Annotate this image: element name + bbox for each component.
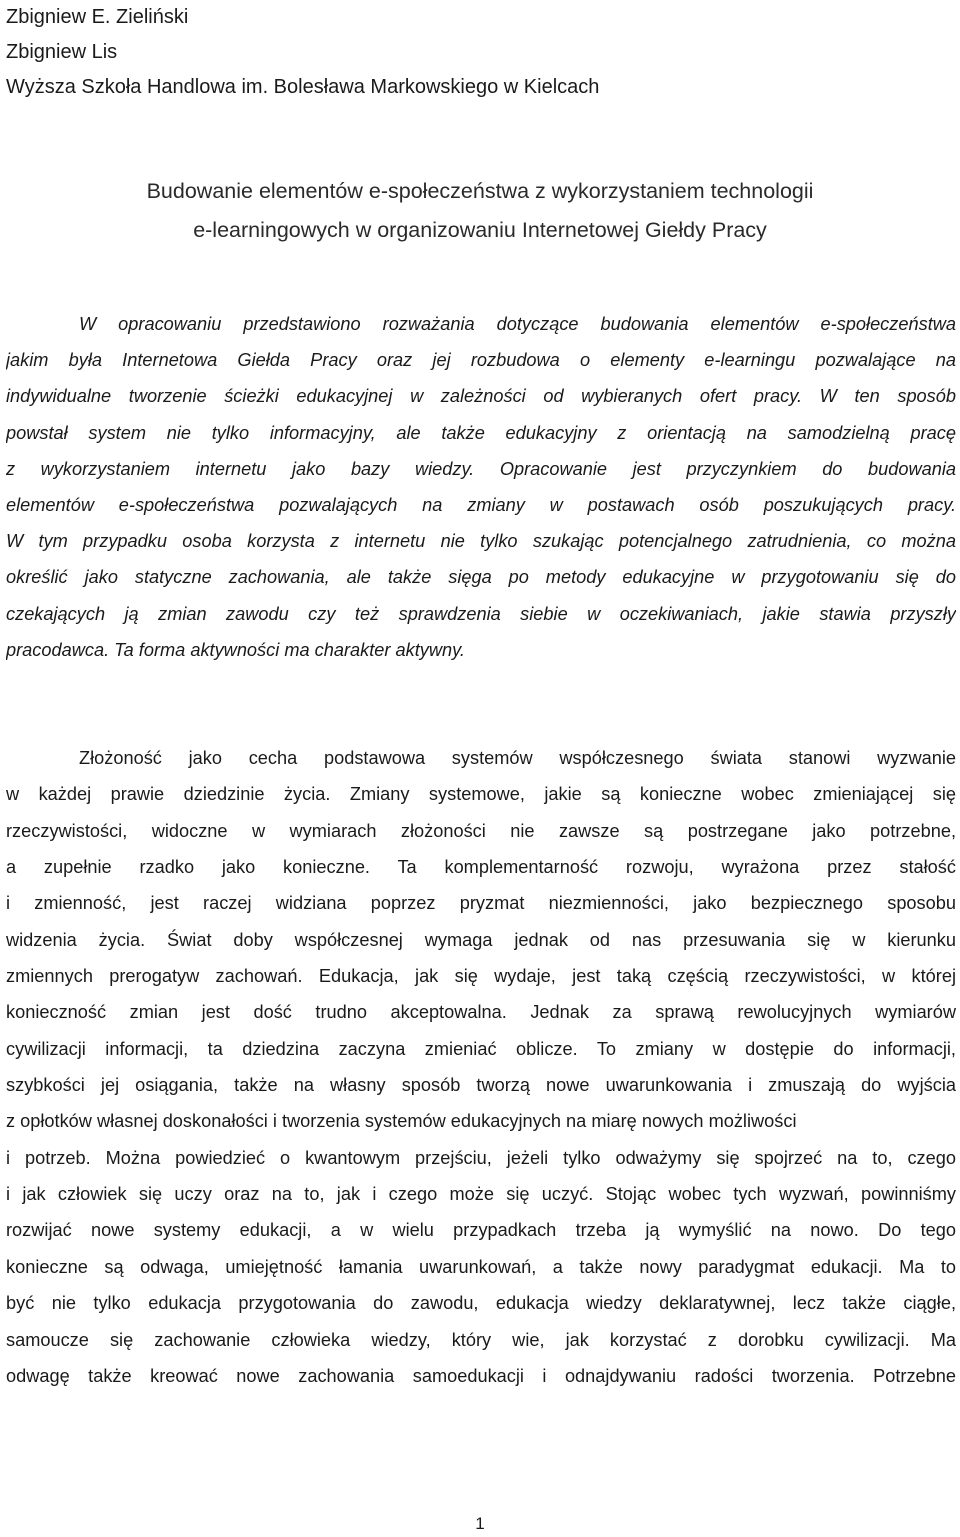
abstract-line: jakim była Internetowa Giełda Pracy oraz jej rozbudowa o elementy e-learningu pozwalające na bbox=[6, 350, 956, 371]
abstract-line: określić jako statyczne zachowania, ale także sięga po metody edukacyjne w przygotowaniu się do bbox=[6, 567, 956, 588]
abstract-line: czekających ją zmian zawodu czy też sprawdzenia siebie w oczekiwaniach, jakie stawia przyszły bbox=[6, 603, 956, 624]
body-text bbox=[6, 740, 956, 1394]
abstract-line: pracodawca. Ta forma aktywności ma charakter aktywny. bbox=[6, 639, 465, 660]
body-line: i jak człowiek się uczy oraz na to, jak i czego może się uczyć. Stojąc wobec tych wyzwań, powinniśmy bbox=[6, 1184, 956, 1205]
abstract bbox=[6, 306, 956, 668]
abstract-line: indywidualne tworzenie ścieżki edukacyjnej w zależności od wybieranych ofert pracy. W ten sposób bbox=[6, 386, 956, 407]
body-line: Złożoność jako cecha podstawowa systemów współczesnego świata stanowi wyzwanie bbox=[79, 748, 956, 768]
body-line: i potrzeb. Można powiedzieć o kwantowym przejściu, jeżeli tylko odważymy się spojrzeć na to, czego bbox=[6, 1147, 956, 1168]
abstract-line: W tym przypadku osoba korzysta z internetu nie tylko szukając potencjalnego zatrudnienia, co można bbox=[6, 531, 956, 552]
body-line: odwagę także kreować nowe zachowania samoedukacji i odnajdywaniu radości tworzenia. Potrzebne bbox=[6, 1365, 956, 1386]
abstract-line: powstał system nie tylko informacyjny, ale także edukacyjny z orientacją na samodzielną pracę bbox=[6, 422, 956, 443]
document-title bbox=[0, 172, 960, 250]
body-line: rozwijać nowe systemy edukacji, a w wielu przypadkach trzeba ją wymyślić na nowo. Do tego bbox=[6, 1220, 956, 1241]
body-line: a zupełnie rzadko jako konieczne. Ta komplementarność rozwoju, wyrażona przez stałość bbox=[6, 857, 956, 878]
abstract-line: z wykorzystaniem internetu jako bazy wiedzy. Opracowanie jest przyczynkiem do budowania bbox=[6, 458, 956, 479]
body-line: w każdej prawie dziedzinie życia. Zmiany systemowe, jakie są konieczne wobec zmieniającej się bbox=[6, 784, 956, 805]
body-line: szybkości jej osiągania, także na własny sposób tworzą nowe uwarunkowania i zmuszają do wyjścia bbox=[6, 1075, 956, 1096]
abstract-line: elementów e-społeczeństwa pozwalających na zmiany w postawach osób poszukujących pracy. bbox=[6, 495, 956, 516]
page-number: 1 bbox=[475, 1514, 485, 1533]
author-name-2: Zbigniew Lis bbox=[6, 41, 118, 63]
abstract-line: W opracowaniu przedstawiono rozważania dotyczące budowania elementów e-społeczeństwa bbox=[79, 314, 956, 334]
affiliation: Wyższa Szkoła Handlowa im. Bolesława Markowskiego w Kielcach bbox=[6, 76, 600, 98]
title-line: Budowanie elementów e-społeczeństwa z wykorzystaniem technologii bbox=[146, 179, 814, 203]
body-line: cywilizacji informacji, ta dziedzina zaczyna zmieniać oblicze. To zmiany w dostępie do informacji, bbox=[6, 1038, 956, 1059]
body-line: rzeczywistości, widoczne w wymiarach złożoności nie zawsze są postrzegane jako potrzebne, bbox=[6, 820, 956, 841]
body-line: widzenia życia. Świat doby współczesnej wymaga jednak od nas przesuwania się w kierunku bbox=[6, 929, 956, 950]
body-line: i zmienność, jest raczej widziana poprzez pryzmat niezmienności, jako bezpiecznego sposobu bbox=[6, 893, 956, 914]
author-block bbox=[6, 0, 599, 105]
body-line: z opłotków własnej doskonałości i tworzenia systemów edukacyjnych na miarę nowych możliwości bbox=[6, 1111, 797, 1132]
author-name-1: Zbigniew E. Zieliński bbox=[6, 6, 189, 28]
body-line: samoucze się zachowanie człowieka wiedzy, który wie, jak korzystać z dorobku cywilizacji. Ma bbox=[6, 1329, 956, 1350]
body-line: być nie tylko edukacja przygotowania do zawodu, edukacja wiedzy deklaratywnej, lecz także ciągłe, bbox=[6, 1293, 956, 1314]
body-line: konieczne są odwaga, umiejętność łamania uwarunkowań, a także nowy paradygmat edukacji. Ma to bbox=[6, 1256, 956, 1277]
body-line: konieczność zmian jest dość trudno akceptowalna. Jednak za sprawą rewolucyjnych wymiarów bbox=[6, 1002, 956, 1023]
title-line: e-learningowych w organizowaniu Internetowej Giełdy Pracy bbox=[193, 218, 767, 242]
body-line: zmiennych prerogatyw zachowań. Edukacja, jak się wydaje, jest taką częścią rzeczywistości, w której bbox=[6, 966, 956, 987]
